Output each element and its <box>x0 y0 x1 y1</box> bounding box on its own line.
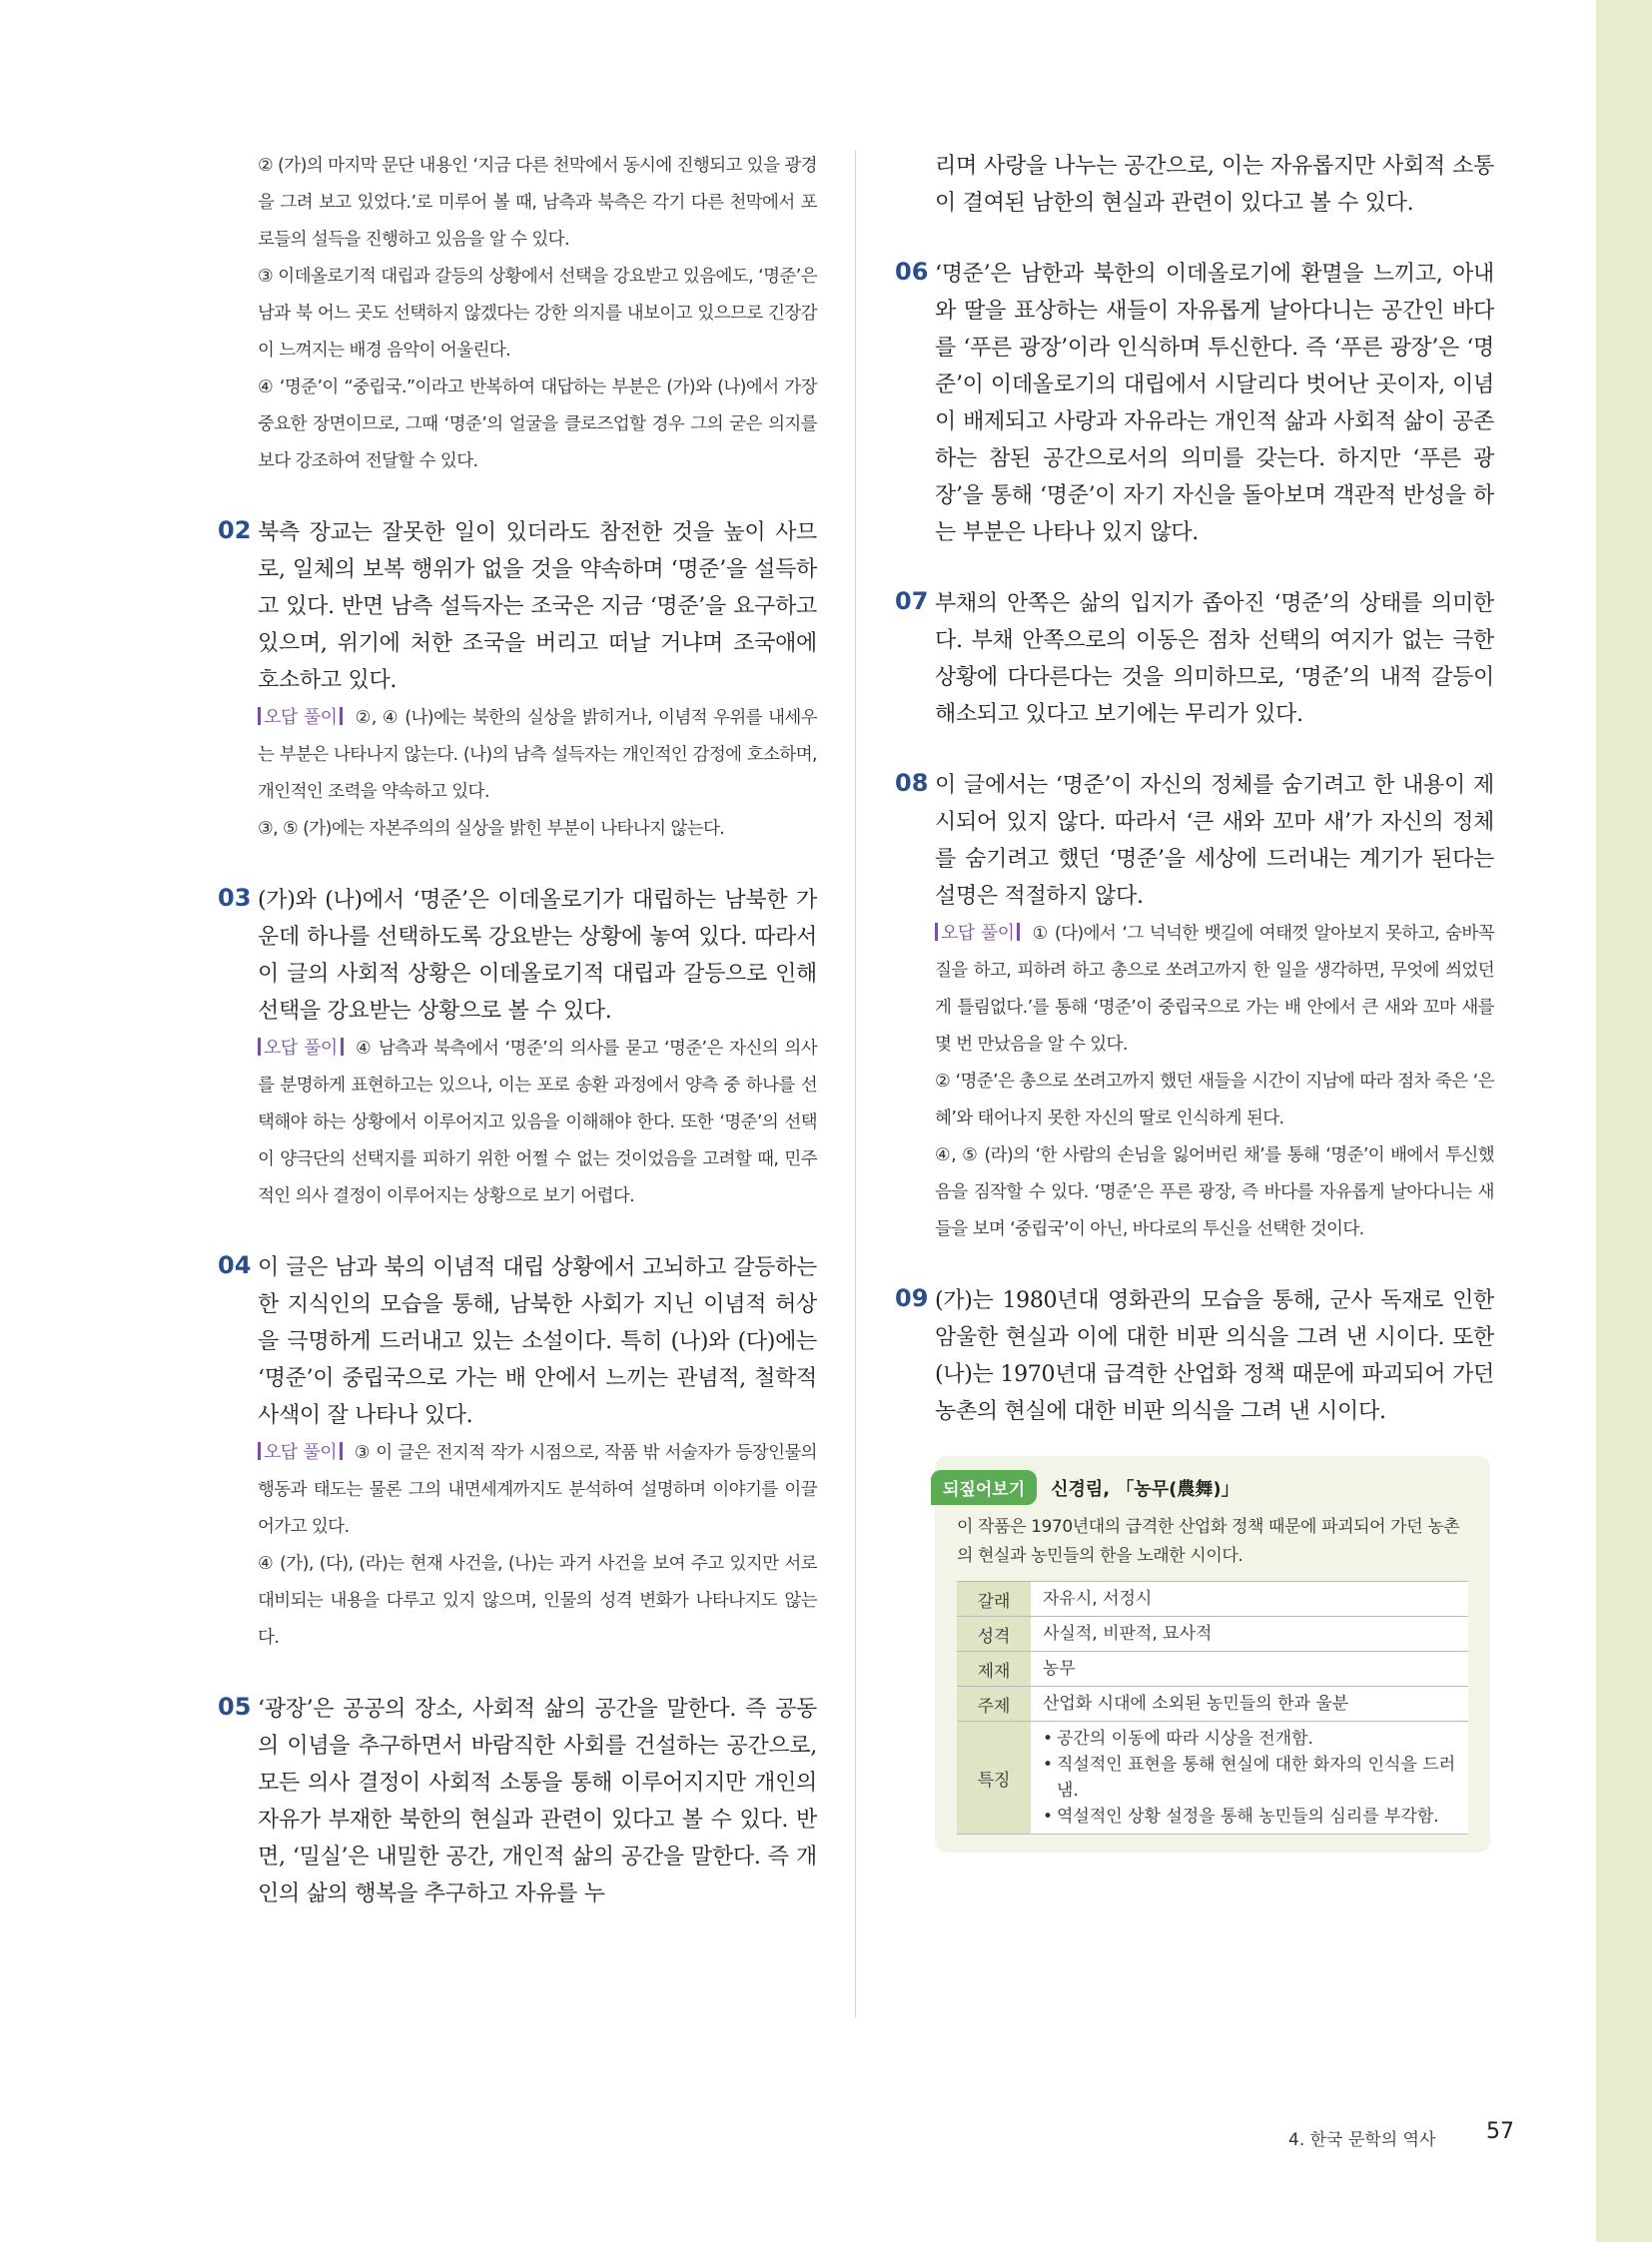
list-item: • 공간의 이동에 따라 시상을 전개함. <box>1043 1726 1456 1752</box>
row-value: 자유시, 서정시 <box>1031 1582 1468 1617</box>
answer-05-continuation <box>895 148 1494 222</box>
answer-text: 북측 장교는 잘못한 일이 있더라도 참전한 것을 높이 사므로, 일체의 보복 행위가 없을 것을 약속하며 ‘명준’을 설득하고 있다. 반면 남측 설득자는 조국은 지금 ‘명준’을 요구하고 있으며, 위기에 처한 조국을 버리고 떠날 거냐며 조국애에 호소하고 있다. <box>258 520 817 693</box>
wrong-answer-text: 오답 풀이 ②, ④ (나)에는 북한의 실상을 밝히거나, 이념적 우위를 내세우는 부분은 나타나지 않는다. (나)의 남측 설득자는 개인적인 감정에 호소하며, 개인적인 조력을 약속하고 있다. <box>258 707 817 802</box>
row-value: 사실적, 비판적, 묘사적 <box>1031 1617 1468 1652</box>
list-item: • 직설적인 표현을 통해 현실에 대한 화자의 인식을 드러냄. <box>1043 1752 1456 1804</box>
answer-07 <box>895 585 1494 733</box>
explanation-text: ④ ‘명준’이 “중립국.”이라고 반복하여 대답하는 부분은 (가)와 (나)에서 가장 중요한 장면이므로, 그때 ‘명준’의 얼굴을 클로즈업할 경우 그의 굳은 의지를 보다 강조하여 전달할 수 있다. <box>258 377 817 471</box>
answer-04 <box>218 1249 817 1657</box>
row-value: 산업화 시대에 소외된 농민들의 한과 울분 <box>1031 1687 1468 1722</box>
answer-05 <box>218 1691 817 1912</box>
answer-02 <box>218 514 817 848</box>
answer-text: 리며 사랑을 나누는 공간으로, 이는 자유롭지만 사회적 소통이 결여된 남한의 현실과 관련이 있다고 볼 수 있다. <box>935 154 1494 216</box>
answer-text: (가)와 (나)에서 ‘명준’은 이데올로기가 대립하는 남북한 가운데 하나를 선택하도록 강요받는 상황에 놓여 있다. 따라서 이 글의 사회적 상황은 이데올로기적 대립과 갈등으로 인해 선택을 강요받는 상황으로 볼 수 있다. <box>258 888 817 1024</box>
question-number: 02 <box>218 516 252 544</box>
answer-03 <box>218 882 817 1215</box>
question-number: 09 <box>895 1284 929 1312</box>
question-number: 07 <box>895 587 929 615</box>
list-item: • 역설적인 상황 설정을 통해 농민들의 심리를 부각함. <box>1043 1804 1456 1830</box>
feature-list <box>1043 1726 1456 1830</box>
side-color-strip <box>1596 0 1652 2242</box>
wrong-answer-text: ③, ⑤ (가)에는 자본주의의 실상을 밝힌 부분이 나타나지 않는다. <box>258 819 725 839</box>
answer-text: 이 글에서는 ‘명준’이 자신의 정체를 숨기려고 한 내용이 제시되어 있지 않다. 따라서 ‘큰 새와 꼬마 새’가 자신의 정체를 숨기려고 했던 ‘명준’을 세상에 드러내는 계기가 된다는 설명은 적절하지 않다. <box>935 773 1494 909</box>
question-number: 03 <box>218 884 252 912</box>
answer-text: 부채의 안쪽은 삶의 입지가 좁아진 ‘명준’의 상태를 의미한다. 부채 안쪽으로의 이동은 점차 선택의 여지가 없는 극한 상황에 다다른다는 것을 의미하므로, ‘명준’의 내적 갈등이 해소되고 있다고 보기에는 무리가 있다. <box>935 591 1494 727</box>
review-box <box>935 1456 1490 1853</box>
row-label: 제재 <box>957 1652 1031 1687</box>
answer-text: (가)는 1980년대 영화관의 모습을 통해, 군사 독재로 인한 암울한 현실과 이에 대한 비판 의식을 그려 낸 시이다. 또한 (나)는 1970년대 급격한 산업화 정책 때문에 파괴되어 가던 농촌의 현실에 대한 비판 의식을 그려 낸 시이다. <box>935 1288 1494 1424</box>
answer-06 <box>895 256 1494 551</box>
review-description: 이 작품은 1970년대의 급격한 산업화 정책 때문에 파괴되어 가던 농촌의 현실과 농민들의 한을 노래한 시이다. <box>957 1517 1460 1566</box>
wrong-answer-text: 오답 풀이 ① (다)에서 ‘그 넉넉한 뱃길에 여태껏 알아보지 못하고, 숨바꼭질을 하고, 피하려 하고 총으로 쏘려고까지 한 일을 생각하면, 무엇에 씌었던 게 틀림없다.’를 통해 ‘명준’이 중립국으로 가는 배 안에서 큰 새와 꼬마 새를 몇 번 만났음을 알 수 있다. <box>935 923 1494 1055</box>
right-column <box>895 148 1494 1853</box>
answer-08 <box>895 767 1494 1248</box>
wrong-answer-text: ② ‘명준’은 총으로 쏘려고까지 했던 새들을 시간이 지남에 따라 점차 죽은 ‘은혜’와 태어나지 못한 자신의 딸로 인식하게 된다. <box>935 1072 1494 1128</box>
row-value <box>1031 1722 1468 1835</box>
footer-section-title: 4. 한국 문학의 역사 <box>1288 2130 1436 2150</box>
answer-09 <box>895 1282 1494 1430</box>
row-label: 성격 <box>957 1617 1031 1652</box>
question-number: 05 <box>218 1693 252 1721</box>
wrong-answer-text: ④ (가), (다), (라)는 현재 사건을, (나)는 과거 사건을 보여 주고 있지만 서로 대비되는 내용을 다루고 있지 않으며, 인물의 성격 변화가 나타나지도 않는다. <box>258 1554 817 1648</box>
question-number: 08 <box>895 769 929 797</box>
answer-text: ‘명준’은 남한과 북한의 이데올로기에 환멸을 느끼고, 아내와 딸을 표상하는 새들이 자유롭게 날아다니는 공간인 바다를 ‘푸른 광장’이라 인식하며 투신한다. 즉 ‘푸른 광장’은 ‘명준’이 이데올로기의 대립에서 시달리다 벗어난 곳이자, 이념이 배제되고 사랑과 자유라는 개인적 삶과 사회적 삶이 공존하는 참된 공간으로서의 의미를 갖는다. 하지만 ‘푸른 광장’을 통해 ‘명준’이 자기 자신을 돌아보며 객관적 반성을 하는 부분은 나타나 있지 않다. <box>935 262 1494 545</box>
row-label: 갈래 <box>957 1582 1031 1617</box>
review-box-header <box>931 1470 1468 1505</box>
table-row <box>957 1652 1468 1687</box>
left-column <box>218 148 817 1912</box>
row-label: 특징 <box>957 1722 1031 1835</box>
explanation-text: ③ 이데올로기적 대립과 갈등의 상황에서 선택을 강요받고 있음에도, ‘명준’은 남과 북 어느 곳도 선택하지 않겠다는 강한 의지를 내보이고 있으므로 긴장감이 느껴지는 배경 음악이 어울린다. <box>258 267 817 361</box>
wrong-answer-label: 오답 풀이 <box>935 923 1023 944</box>
row-value: 농무 <box>1031 1652 1468 1687</box>
wrong-answer-text: 오답 풀이 ④ 남측과 북측에서 ‘명준’의 의사를 묻고 ‘명준’은 자신의 의사를 분명하게 표현하고는 있으나, 이는 포로 송환 과정에서 양측 중 하나를 선택해야 하는 상황에서 이루어지고 있음을 이해해야 한다. 또한 ‘명준’의 선택이 양극단의 선택지를 피하기 위한 어쩔 수 없는 것이었음을 고려할 때, 민주적인 의사 결정이 이루어지는 상황으로 보기 어렵다. <box>258 1038 818 1206</box>
wrong-answer-label: 오답 풀이 <box>258 1038 347 1059</box>
wrong-answer-text: 오답 풀이 ③ 이 글은 전지적 작가 시점으로, 작품 밖 서술자가 등장인물의 행동과 태도는 물론 그의 내면세계까지도 분석하여 설명하며 이야기를 이끌어가고 있다. <box>258 1442 817 1537</box>
page-number: 57 <box>1486 2119 1514 2144</box>
table-row <box>957 1687 1468 1722</box>
table-row <box>957 1582 1468 1617</box>
wrong-answer-label: 오답 풀이 <box>258 1442 346 1463</box>
review-tag: 되짚어보기 <box>931 1470 1037 1505</box>
question-number: 06 <box>895 258 929 286</box>
wrong-answer-text: ④, ⑤ (라)의 ‘한 사람의 손님을 잃어버린 채’를 통해 ‘명준’이 배에서 투신했음을 짐작할 수 있다. ‘명준’은 푸른 광장, 즉 바다를 자유롭게 날아다니는 새들을 보며 ‘중립국’이 아닌, 바다로의 투신을 선택한 것이다. <box>935 1145 1494 1239</box>
wrong-answer-label: 오답 풀이 <box>258 707 346 728</box>
question-number: 04 <box>218 1251 252 1279</box>
answer-01-continuation <box>218 148 817 480</box>
explanation-text: ② (가)의 마지막 문단 내용인 ‘지금 다른 천막에서 동시에 진행되고 있을 광경을 그려 보고 있었다.’로 미루어 볼 때, 남측과 북측은 각기 다른 천막에서 포로들의 설득을 진행하고 있음을 알 수 있다. <box>258 156 817 250</box>
answer-text: 이 글은 남과 북의 이념적 대립 상황에서 고뇌하고 갈등하는 한 지식인의 모습을 통해, 남북한 사회가 지닌 이념적 허상을 극명하게 드러내고 있는 소설이다. 특히 (나)와 (다)에는 ‘명준’이 중립국으로 가는 배 안에서 느끼는 관념적, 철학적 사색이 잘 나타나 있다. <box>258 1255 817 1428</box>
column-divider <box>855 150 856 2017</box>
table-row <box>957 1617 1468 1652</box>
answer-text: ‘광장’은 공공의 장소, 사회적 삶의 공간을 말한다. 즉 공동의 이념을 추구하면서 바람직한 사회를 건설하는 공간으로, 모든 의사 결정이 사회적 소통을 통해 이루어지지만 개인의 자유가 부재한 북한의 현실과 관련이 있다고 볼 수 있다. 반면, ‘밀실’은 내밀한 공간, 개인적 삶의 공간을 말한다. 즉 개인의 삶의 행복을 추구하고 자유를 누 <box>258 1697 817 1906</box>
row-label: 주제 <box>957 1687 1031 1722</box>
review-table <box>957 1581 1468 1835</box>
table-row <box>957 1722 1468 1835</box>
review-title: 신경림, 「농무(農舞)」 <box>1051 1478 1239 1500</box>
